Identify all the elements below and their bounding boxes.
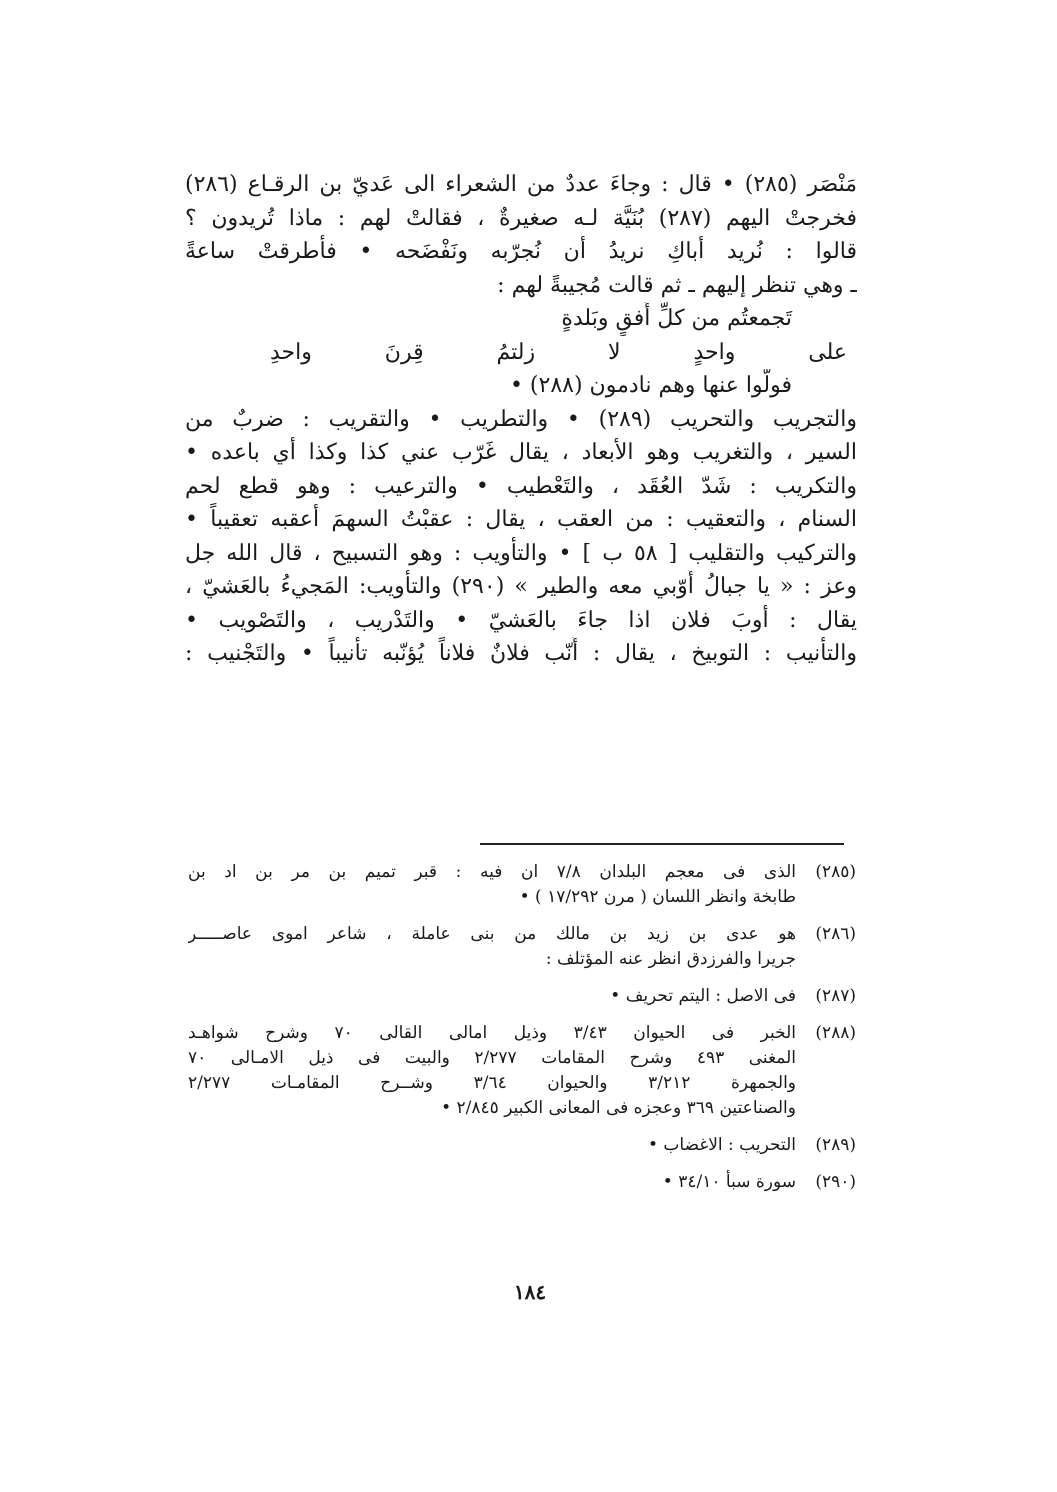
footnote [188,1021,856,1121]
page-number: ١٨٤ [513,1280,547,1304]
main-text [185,168,857,671]
footnote [188,860,856,910]
footnote-number: (٢٨٩) [815,1135,856,1155]
footnotes [188,860,856,1207]
footnote-line: سورة سبأ ٣٤/١٠ • [662,1172,796,1192]
text-line: قالوا : نُريد أباكِ نريدُ أن نُجرّبه ونَفْضَحه • فأطرقتْ ساعةً [185,239,857,264]
text-line: يقال : أوبَ فلان اذا جاءَ بالعَشيّ • والتَدْريب ، والتَصْويب • [185,607,857,633]
footnote-text [188,860,796,910]
footnote [188,1170,856,1195]
text-line: مَنْصَر (٢٨٥) • قال : وجاءَ عددٌ من الشعراء الى عَديّ بن الرقـاع (٢٨٦) [185,172,857,197]
footnote-text [188,1021,796,1121]
footnote-number: (٢٨٨) [815,1023,856,1043]
footnote-line: جريرا والفرزدق انظر عنه المؤتلف : [545,949,796,969]
text-line: والتركيب والتقليب [ ٥٨ ب ] • والتأْويب : وهو التسبيح ، قال الله جل [185,540,857,566]
footnote-number: (٢٨٥) [815,862,856,882]
footnote-number: (٢٨٧) [815,986,856,1006]
text-line: السير ، والتغريب وهو الأبعاد ، يقال غَرّب عني كذا وكذا أي باعده • [185,440,857,465]
footnote-number: (٢٨٦) [815,924,856,944]
footnote-text [188,984,796,1009]
footnote-line: التحريب : الاغضاب • [647,1135,796,1155]
footnote [188,1133,856,1158]
text-line: ـ وهي تنظر إليهم ـ ثم قالت مُجيبةً لهم : [497,272,857,298]
footnote-line: والجمهرة ٣/٢١٢ والحيوان ٣/٦٤ وشــرح المقامـات ٢/٢٧٧ [188,1073,796,1093]
footnote [188,984,856,1009]
footnote-line: الخبر فى الحيوان ٣/٤٣ وذيل امالى القالى ٧٠ وشرح شواهـد [188,1023,796,1043]
footnote-text [188,922,796,972]
footnote [188,922,856,972]
footnote-line: هو عدى بن زيد بن مالك من بنى عاملة ، شاعر اموى عاصـــــر [188,924,796,944]
text-line: السنام ، والتعقيب : من العقب ، يقال : عقبْتُ السهمَ أعقبه تعقيباً • [185,507,857,532]
footnote-line: طابخة وانظر اللسان ( مرن ١٧/٢٩٢ ) • [519,887,796,907]
footnote-line: الذى فى معجم البلدان ٧/٨ ان فيه : قبر تميم بن مر بن اد بن [188,862,796,882]
text-line: وعز : « يا جبالُ أَوّبي معه والطير » (٢٩٠) والتأويب: المَجيءُ بالعَشيّ ، [185,574,857,599]
text-line: والتأنيب : التوبيخ ، يقال : أَنّب فلانٌ فلاناً يُؤنّبه تأنيباً • والتَجْنيب : [185,641,857,666]
footnote-line: فى الاصل : اليتم تحريف • [610,986,796,1006]
footnote-text [188,1170,796,1195]
footnote-line: والصناعتين ٣٦٩ وعجزه فى المعانى الكبير ٢/٨٤٥ • [441,1098,796,1118]
footnote-number: (٢٩٠) [815,1172,856,1192]
text-line: والتكريب : شَدّ العُقَد ، والتَعْطيب • والترعيب : وهو قطع لحم [185,473,857,499]
text-line: والتجريب والتحريب (٢٨٩) • والتطريب • والتقريب : ضربٌ من [185,406,857,432]
footnote-text [188,1133,796,1158]
verse-line: تَجمعتُم من كلِّ أُفقٍ وبَلدةٍ [561,306,792,331]
footnote-divider [480,843,844,845]
footnote-line: المغنى ٤٩٣ وشرح المقامات ٢/٢٧٧ والبيت فى ذيل الامـالى ٧٠ [188,1048,796,1068]
verse-line: على واحدٍ لا زلتمُ قِرنَ واحدِ [270,339,847,365]
text-line: فخرجتْ اليهم (٢٨٧) بُنَيَّة لـه صغيرةٌ ، فقالتْ لهم : ماذا تُريدون ؟ [185,205,857,231]
text-line: فولّوا عنها وهم نادمون (٢٨٨) • [509,373,792,398]
